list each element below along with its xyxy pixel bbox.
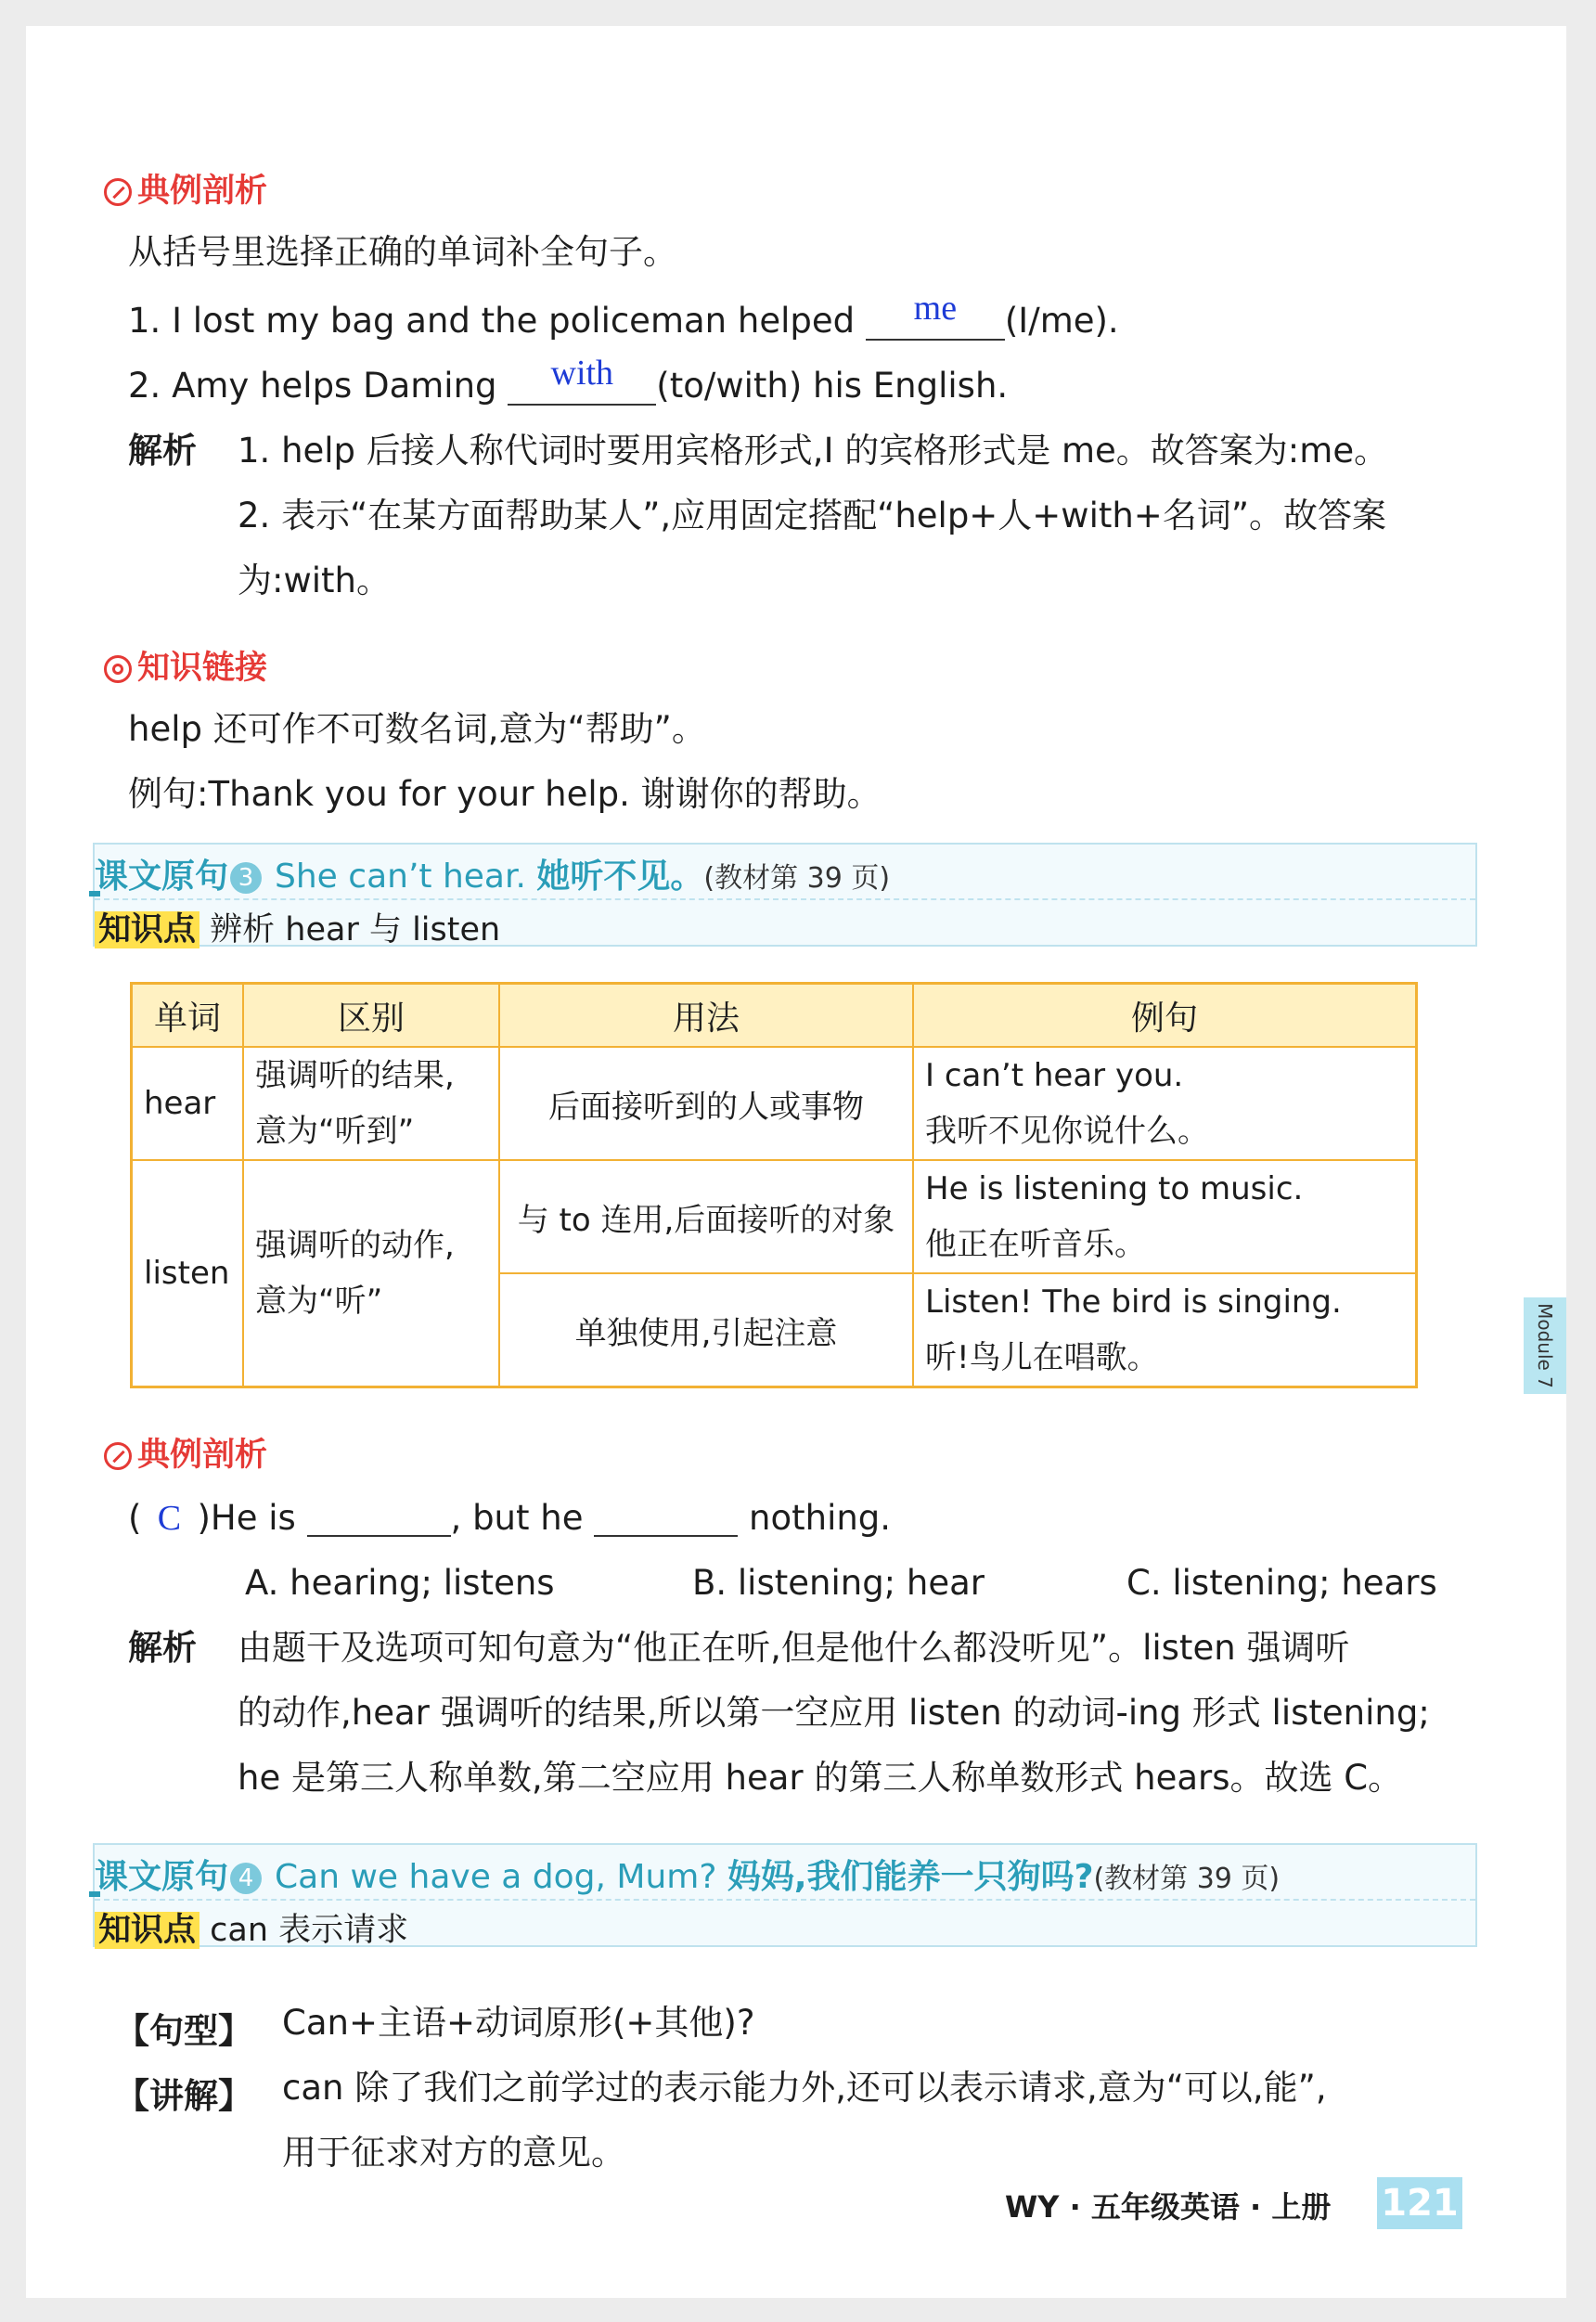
analysis-label: 解析 (128, 431, 197, 471)
section-heading-knowledge-link: 知识链接 (104, 642, 267, 689)
blank (594, 1501, 738, 1537)
answer-blank-1: me (866, 303, 1005, 341)
option-c: C. listening; hears (1126, 1563, 1437, 1603)
pen-icon (104, 178, 132, 206)
hear-listen-table (130, 982, 1418, 1388)
analysis-line: 由题干及选项可知句意为“他正在听,但是他什么都没听见”。listen 强调听 (238, 1628, 1350, 1668)
page (26, 26, 1566, 2298)
pen-icon (104, 1442, 132, 1470)
pattern-text: Can+主语+动词原形(+其他)? (282, 2003, 755, 2043)
analysis-line: 的动作,hear 强调听的结果,所以第一空应用 listen 的动词-ing 形式 listening; (238, 1693, 1430, 1733)
choice-question: ( C )He is , but he nothing. (128, 1498, 891, 1541)
example-cell: Listen! The bird is singing. 听!鸟儿在唱歌。 (913, 1273, 1417, 1387)
table-header: 例句 (913, 984, 1417, 1048)
example-cell: He is listening to music. 他正在听音乐。 (913, 1160, 1417, 1273)
answer-blank-2: with (508, 368, 656, 406)
instruction: 从括号里选择正确的单词补全句子。 (128, 232, 677, 272)
analysis-line: 1. help 后接人称代词时要用宾格形式,I 的宾格形式是 me。故答案为:me。 (238, 431, 1389, 471)
knowledge-point: 知识点 辨析 hear 与 listen (95, 904, 500, 950)
knowledge-point: 知识点 can 表示请求 (95, 1904, 408, 1951)
analysis-label: 解析 (128, 1628, 197, 1668)
text-sentence-title: 课文原句 4 Can we have a dog, Mum? 妈妈,我们能养一只狗吗?(教材第 39 页) (95, 1858, 1281, 1896)
usage-cell: 单独使用,引起注意 (499, 1273, 913, 1387)
option-b: B. listening; hear (692, 1563, 985, 1603)
explain-line: can 除了我们之前学过的表示能力外,还可以表示请求,意为“可以,能”, (282, 2068, 1327, 2108)
analysis-line: 为:with。 (238, 561, 391, 600)
text-sentence-box-3 (93, 843, 1477, 947)
module-side-tab: Module 7 (1524, 1297, 1566, 1394)
example-cell: I can’t hear you. 我听不见你说什么。 (913, 1047, 1417, 1160)
section-heading-example-1: 典例剖析 (104, 165, 267, 212)
table-header: 单词 (132, 984, 244, 1048)
explain-label: 【讲解】 (115, 2076, 252, 2116)
difference-cell: 强调听的动作, 意为“听” (243, 1160, 499, 1387)
explain-line: 用于征求对方的意见。 (282, 2133, 625, 2173)
pattern-label: 【句型】 (115, 2011, 252, 2051)
link-icon (104, 655, 132, 683)
table-row (132, 1047, 1417, 1160)
analysis-line: 2. 表示“在某方面帮助某人”,应用固定搭配“help+人+with+名词”。故答案 (238, 496, 1386, 535)
analysis-line: he 是第三人称单数,第二空应用 hear 的第三人称单数形式 hears。故选 C。 (238, 1758, 1403, 1798)
word-cell: listen (132, 1160, 244, 1387)
table-header: 区别 (243, 984, 499, 1048)
footer-book-title: WY · 五年级英语 · 上册 (1005, 2189, 1332, 2225)
page-number: 121 (1377, 2177, 1462, 2229)
table-row (132, 1160, 1417, 1273)
question-1: 1. I lost my bag and the policeman helped me (I/me). (128, 289, 1119, 341)
sentence-number-badge: 4 (230, 1863, 262, 1894)
section-heading-example-2: 典例剖析 (104, 1429, 267, 1476)
table-header: 用法 (499, 984, 913, 1048)
difference-cell: 强调听的结果, 意为“听到” (243, 1047, 499, 1160)
text-sentence-title: 课文原句 3 She can’t hear. 她听不见。(教材第 39 页) (95, 858, 891, 896)
usage-cell: 后面接听到的人或事物 (499, 1047, 913, 1160)
blank (307, 1501, 451, 1537)
question-2: 2. Amy helps Daming with (to/with) his English. (128, 354, 1009, 406)
text-sentence-box-4 (93, 1843, 1477, 1947)
sentence-number-badge: 3 (230, 862, 262, 894)
example-sentence: 例句:Thank you for your help. 谢谢你的帮助。 (128, 774, 882, 814)
choice-answer: C (157, 1499, 182, 1538)
option-a: A. hearing; listens (245, 1563, 555, 1603)
word-cell: hear (132, 1047, 244, 1160)
usage-cell: 与 to 连用,后面接听的对象 (499, 1160, 913, 1273)
knowledge-line: help 还可作不可数名词,意为“帮助”。 (128, 709, 706, 749)
